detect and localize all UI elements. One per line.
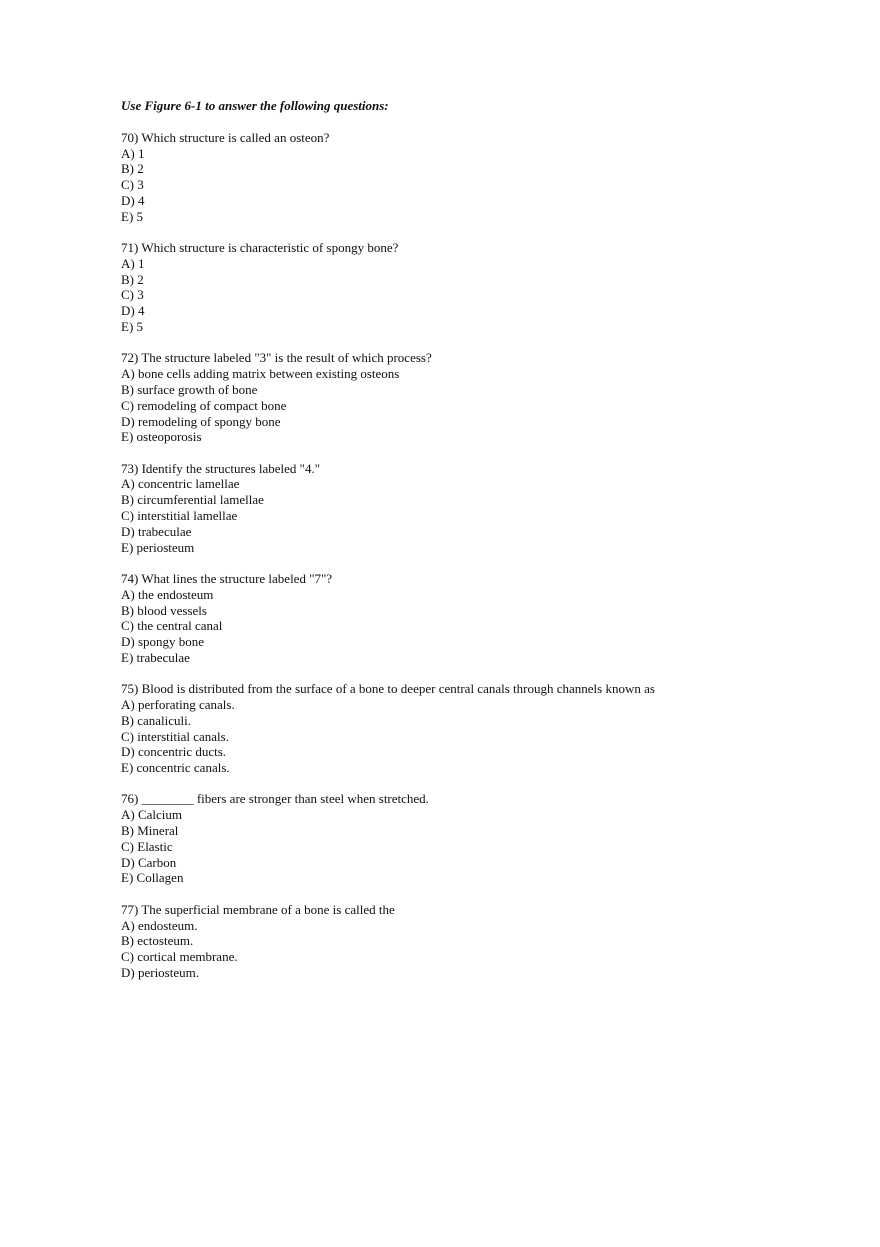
answer-option: A) concentric lamellae: [121, 476, 240, 492]
answer-option: A) the endosteum: [121, 586, 214, 602]
question-71: [121, 240, 841, 335]
question-74: [121, 571, 841, 666]
answer-option: B) Mineral: [121, 823, 179, 839]
answer-option: B) blood vessels: [121, 602, 207, 618]
question-70: [121, 130, 841, 225]
answer-option: C) cortical membrane.: [121, 949, 238, 965]
question-77: [121, 902, 841, 981]
answer-option: E) osteoporosis: [121, 429, 202, 445]
instructions-heading: Use Figure 6-1 to answer the following questions:: [121, 98, 389, 113]
answer-option: E) concentric canals.: [121, 760, 230, 776]
answer-option: D) Carbon: [121, 854, 177, 870]
answer-option: A) Calcium: [121, 807, 183, 823]
answer-option: A) perforating canals.: [121, 697, 235, 712]
question-stem: 70) Which structure is called an osteon?: [121, 129, 330, 145]
question-stem: 74) What lines the structure labeled "7"?: [121, 570, 333, 586]
answer-option: E) 5: [121, 208, 144, 224]
answer-option: B) canaliculi.: [121, 712, 192, 728]
question-stem: 75) Blood is distributed from the surface of a bone to deeper central canals through channels known as: [121, 681, 655, 697]
question-stem: 77) The superficial membrane of a bone is called the: [121, 901, 395, 917]
answer-option: B) 2: [121, 161, 144, 177]
answer-option: B) 2: [121, 271, 144, 287]
answer-option: A) endosteum.: [121, 917, 198, 933]
answer-option: E) Collagen: [121, 870, 184, 886]
answer-option: E) periosteum: [121, 539, 195, 555]
question-75: [121, 681, 841, 776]
answer-option: C) 3: [121, 177, 144, 193]
answer-option: D) 4: [121, 192, 145, 208]
answer-option: D) spongy bone: [121, 634, 205, 650]
document-page: [121, 98, 841, 996]
answer-option: A) 1: [121, 145, 145, 161]
answer-option: D) concentric ducts.: [121, 744, 227, 760]
question-73: [121, 461, 841, 556]
answer-option: B) surface growth of bone: [121, 381, 258, 397]
question-stem: 76) ________ fibers are stronger than steel when stretched.: [121, 791, 429, 807]
answer-option: D) periosteum.: [121, 964, 199, 980]
answer-option: C) interstitial canals.: [121, 728, 229, 744]
answer-option: A) bone cells adding matrix between existing osteons: [121, 366, 400, 382]
question-stem: 72) The structure labeled "3" is the result of which process?: [121, 350, 432, 366]
answer-option: D) remodeling of spongy bone: [121, 413, 281, 429]
answer-option: B) ectosteum.: [121, 933, 194, 949]
answer-option: D) 4: [121, 303, 145, 319]
answer-option: E) trabeculae: [121, 649, 190, 665]
question-stem: 73) Identify the structures labeled "4.": [121, 460, 321, 476]
question-76: [121, 791, 841, 886]
answer-option: C) 3: [121, 287, 144, 303]
answer-option: C) remodeling of compact bone: [121, 397, 287, 413]
answer-option: C) the central canal: [121, 618, 223, 634]
answer-option: C) Elastic: [121, 838, 173, 854]
answer-option: B) circumferential lamellae: [121, 492, 264, 508]
answer-option: A) 1: [121, 255, 145, 271]
question-stem: 71) Which structure is characteristic of spongy bone?: [121, 240, 399, 256]
question-72: [121, 350, 841, 445]
answer-option: E) 5: [121, 319, 144, 335]
answer-option: D) trabeculae: [121, 523, 192, 539]
answer-option: C) interstitial lamellae: [121, 508, 238, 524]
